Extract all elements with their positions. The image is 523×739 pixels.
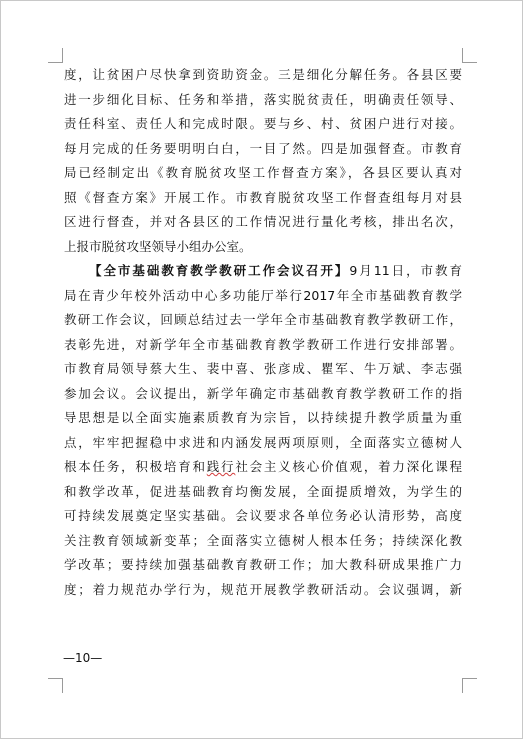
crop-mark-bottom-left (48, 678, 63, 693)
crop-mark-bottom-right (462, 678, 477, 693)
paragraph-line: 上报市脱贫攻坚领导小组办公室。 (64, 238, 252, 254)
paragraph-line: 和教学改革，促进基础教育均衡发展，全面提质增效，为学生的 (64, 483, 462, 499)
paragraph-line: 区进行督查，并对各县区的工作情况进行量化考核，排出名次， (64, 214, 462, 229)
paragraph-line: 点，牢牢把握稳中求进和内涵发展两项原则，全面落实立德树人 (64, 434, 462, 450)
paragraph-line: 每月完成的任务要明明白白，一目了然。四是加强督查。市教育 (64, 140, 462, 156)
paragraph-text: 9月11日，市教育 (349, 263, 462, 278)
paragraph-line (64, 455, 462, 480)
paragraph-line: 局已经制定出《教育脱贫攻坚工作督查方案》，各县区要认真对 (64, 165, 462, 180)
paragraph-line: 局在青少年校外活动中心多功能厅举行2017年全市基础教育教学 (64, 287, 462, 303)
paragraph-line: 进一步细化目标、任务和举措，落实脱贫责任，明确责任领导、 (64, 91, 462, 107)
paragraph-text: 社会主义核心价值观，着力深化课程 (235, 459, 462, 474)
document-body[interactable] (64, 63, 462, 602)
paragraph-line: 责任科室、责任人和完成时限。要与乡、村、贫困户进行对接。 (64, 116, 462, 131)
paragraph-line: 市教育局领导蔡大生、裴中喜、张彦成、瞿军、牛万斌、李志强 (64, 361, 462, 376)
paragraph-line: 学改革；要持续加强基础教育教研工作；加大教科研成果推广力 (64, 557, 462, 572)
spellcheck-marked-word[interactable]: 践行 (206, 459, 236, 474)
news-heading: 【全市基础教育教学教研工作会议召开】 (89, 263, 350, 278)
crop-mark-top-right (462, 48, 477, 63)
paragraph-line: 度；着力规范办学行为，规范开展教学教研活动。会议强调，新 (64, 581, 462, 597)
paragraph-line: 度，让贫困户尽快拿到资助资金。三是细化分解任务。各县区要 (64, 67, 462, 82)
paragraph-text: 根本任务，积极培育和 (64, 459, 207, 474)
paragraph-line: 照《督查方案》开展工作。市教育脱贫攻坚工作督查组每月对县 (64, 189, 462, 205)
paragraph-line: 关注教育领域新变革；全面落实立德树人根本任务；持续深化教 (64, 532, 462, 548)
paragraph-line: 表彰先进，对新学年全市基础教育教学教研工作进行安排部署。 (64, 336, 462, 352)
paragraph-first-line (64, 259, 462, 284)
crop-mark-top-left (48, 48, 63, 63)
page-number: —10— (63, 651, 103, 665)
paragraph-line: 参加会议。会议提出，新学年确定市基础教育教学教研工作的指 (64, 385, 462, 401)
paragraph-line: 教研工作会议，回顾总结过去一学年全市基础教育教学教研工作， (64, 312, 462, 327)
paragraph-line: 导思想是以全面实施素质教育为宗旨，以持续提升教学质量为重 (64, 410, 462, 425)
paragraph-line: 可持续发展奠定坚实基础。会议要求各单位务必认清形势，高度 (64, 508, 462, 523)
